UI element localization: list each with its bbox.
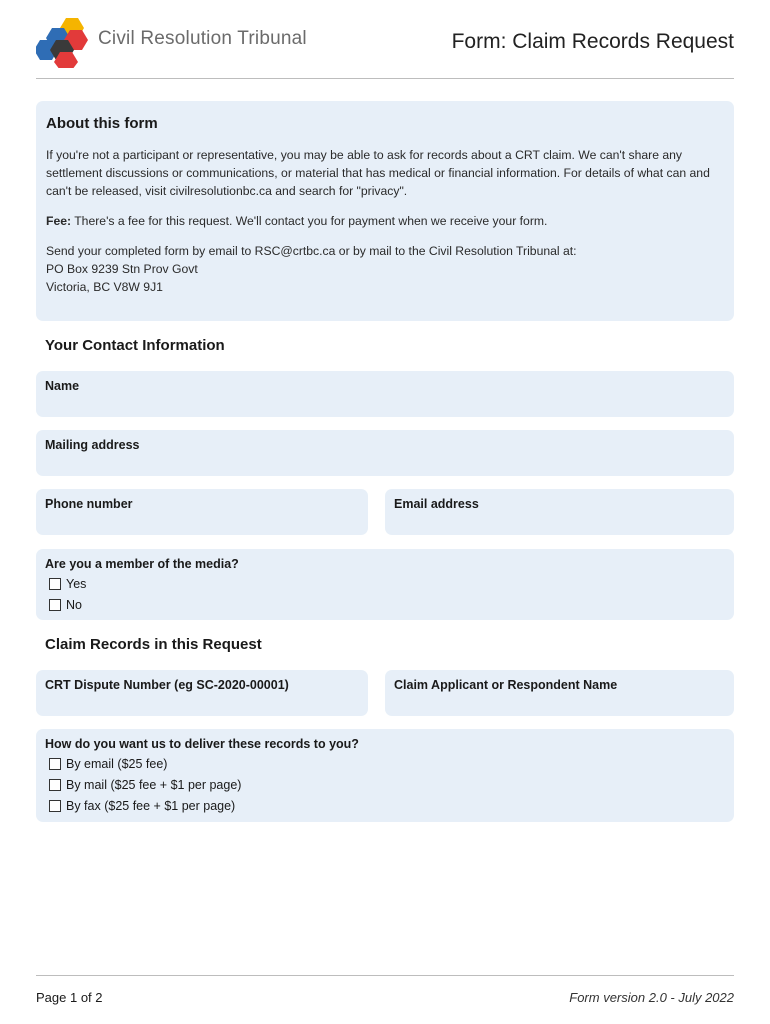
checkbox[interactable] xyxy=(49,758,61,770)
option-label: By email ($25 fee) xyxy=(66,756,168,771)
mailing-address-label: Mailing address xyxy=(45,438,140,452)
media-question-panel xyxy=(36,549,734,620)
option-label: By mail ($25 fee + $1 per page) xyxy=(66,777,242,792)
checkbox[interactable] xyxy=(49,779,61,791)
checkbox[interactable] xyxy=(49,599,61,611)
media-yes-option[interactable] xyxy=(36,573,734,594)
form-version: Form version 2.0 - July 2022 xyxy=(569,990,734,1005)
header-divider xyxy=(36,78,734,79)
option-label: By fax ($25 fee + $1 per page) xyxy=(66,798,236,813)
send-line: Send your completed form by email to RSC@crtbc.ca or by mail to the Civil Resolution Tribunal at: xyxy=(46,244,577,258)
email-label: Email address xyxy=(394,497,479,511)
delivery-question: How do you want us to deliver these records to you? xyxy=(45,737,359,751)
send-instructions xyxy=(46,242,724,296)
fee-text: There's a fee for this request. We'll contact you for payment when we receive your form. xyxy=(71,214,548,228)
footer-divider xyxy=(36,975,734,976)
delivery-mail-option[interactable] xyxy=(36,774,734,795)
checkbox[interactable] xyxy=(49,800,61,812)
contact-section-title: Your Contact Information xyxy=(45,337,225,354)
name-field[interactable] xyxy=(36,371,734,417)
name-label: Name xyxy=(45,379,80,393)
email-field[interactable] xyxy=(385,489,734,535)
about-title: About this form xyxy=(46,115,158,132)
delivery-email-option[interactable] xyxy=(36,753,734,774)
mailing-address-field[interactable] xyxy=(36,430,734,476)
dispute-number-field[interactable] xyxy=(36,670,368,716)
media-question: Are you a member of the media? xyxy=(45,557,239,571)
delivery-fax-option[interactable] xyxy=(36,795,734,816)
applicant-name-label: Claim Applicant or Respondent Name xyxy=(394,678,618,692)
delivery-question-panel xyxy=(36,729,734,822)
page-header xyxy=(36,16,734,78)
form-title: Form: Claim Records Request xyxy=(451,30,734,53)
option-label: Yes xyxy=(66,576,87,591)
fee-label: Fee: xyxy=(46,214,72,228)
address-line-1: PO Box 9239 Stn Prov Govt xyxy=(46,262,198,276)
address-line-2: Victoria, BC V8W 9J1 xyxy=(46,280,163,294)
dispute-number-label: CRT Dispute Number (eg SC-2020-00001) xyxy=(45,678,289,692)
about-panel xyxy=(36,101,734,321)
claims-section-title: Claim Records in this Request xyxy=(45,636,262,653)
page-number: Page 1 of 2 xyxy=(36,990,103,1005)
fee-paragraph xyxy=(46,212,724,230)
checkbox[interactable] xyxy=(49,578,61,590)
option-label: No xyxy=(66,597,82,612)
phone-label: Phone number xyxy=(45,497,133,511)
crt-logo-icon xyxy=(36,16,88,68)
applicant-name-field[interactable] xyxy=(385,670,734,716)
about-paragraph: If you're not a participant or representative, you may be able to ask for records about a CRT claim. We can't share any settlement discussions or communications, or material that has medical or financial information. For details of what can and can't be released, visit civilresolutionbc.ca and search for "privacy". xyxy=(46,148,710,198)
organization-name: Civil Resolution Tribunal xyxy=(98,28,307,49)
media-no-option[interactable] xyxy=(36,594,734,615)
phone-field[interactable] xyxy=(36,489,368,535)
